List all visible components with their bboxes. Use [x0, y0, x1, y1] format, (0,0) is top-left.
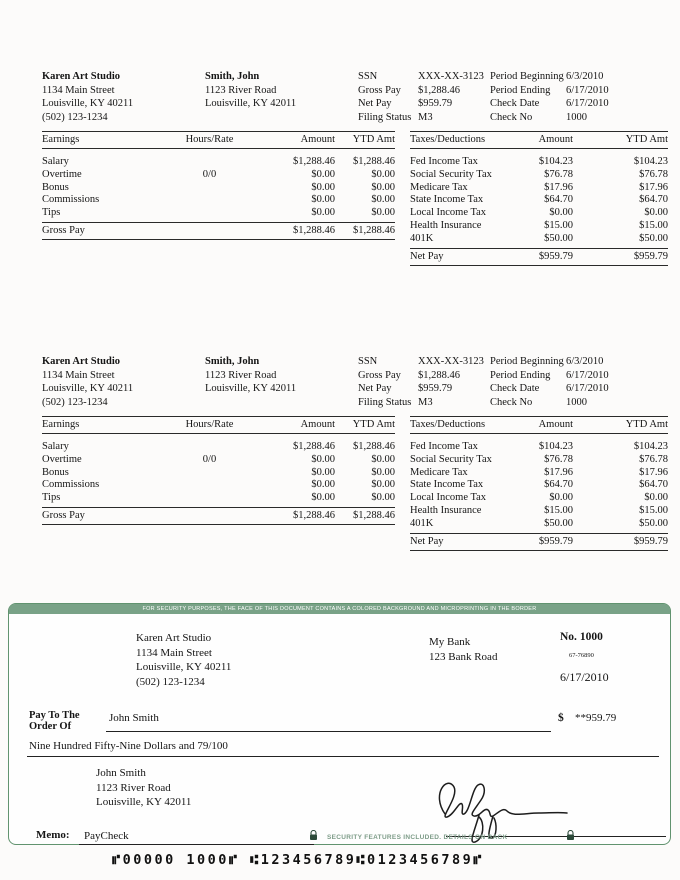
table-row: Fed Income Tax $104.23 $104.23 [410, 156, 668, 167]
gross-pay-value: $1,288.46 [418, 369, 460, 381]
employee-name: Smith, John [205, 71, 260, 82]
check-no-label: Check No [490, 396, 533, 408]
micr-line: ⑈00000 1000⑈ ⑆123456789⑆0123456789⑈ [112, 852, 484, 868]
earnings-header: Earnings [42, 419, 80, 430]
table-row: Bonus $0.00 $0.00 [42, 466, 395, 478]
amount-words: Nine Hundred Fifty-Nine Dollars and 79/100 [29, 740, 228, 752]
ssn-label: SSN [358, 71, 378, 82]
net-pay-label: Net Pay [358, 383, 392, 394]
filing-status-value: M3 [418, 396, 433, 408]
employee-address1: 1123 River Road [205, 84, 277, 96]
stub-header [42, 70, 628, 124]
ytd-header: YTD Amt [352, 134, 395, 145]
earnings-header-row [42, 416, 395, 434]
period-ending-value: 6/17/2010 [566, 369, 609, 381]
amount-header: Amount [300, 134, 335, 145]
stub-tables [42, 131, 668, 266]
earnings-table [42, 131, 395, 266]
table-row: Social Security Tax $76.78 $76.78 [410, 168, 668, 180]
check-date-label: Check Date [490, 98, 540, 109]
employee-block [205, 70, 358, 124]
check-date-value: 6/17/2010 [566, 98, 609, 109]
filing-status-value: M3 [418, 111, 433, 123]
table-row: Health Insurance $15.00 $15.00 [410, 504, 668, 516]
stub-tables [42, 416, 668, 551]
gross-pay-row: Gross Pay $1,288.46 $1,288.46 [42, 222, 395, 240]
net-pay-row: Net Pay $959.79 $959.79 [410, 533, 668, 551]
memo-label: Memo: [36, 829, 70, 841]
taxes-header-row [410, 131, 668, 149]
table-row: Social Security Tax $76.78 $76.78 [410, 453, 668, 465]
taxes-header: Taxes/Deductions [410, 419, 486, 430]
company-name: Karen Art Studio [42, 71, 120, 82]
security-banner: FOR SECURITY PURPOSES, THE FACE OF THIS DOCUMENT CONTAINS A COLORED BACKGROUND AND MICROPRINTING IN THE BORDER [9, 604, 670, 614]
table-row: Tips $0.00 $0.00 [42, 207, 395, 219]
payee-underline [106, 731, 551, 732]
check-no-value: 1000 [566, 396, 587, 408]
taxes-header-row [410, 416, 668, 434]
ytd-header: YTD Amt [352, 419, 395, 430]
payer-name: Karen Art Studio [136, 632, 212, 644]
table-row: 401K $50.00 $50.00 [410, 517, 668, 529]
memo-value: PayCheck [84, 830, 129, 842]
company-phone: (502) 123-1234 [42, 111, 108, 123]
payer-address1: 1134 Main Street [136, 646, 212, 659]
filing-status-label: Filing Status [358, 111, 412, 123]
table-row: Commissions $0.00 $0.00 [42, 479, 395, 491]
ssn-value: XXX-XX-3123 [418, 356, 484, 367]
check-date-label: Check Date [490, 383, 540, 394]
company-address1: 1134 Main Street [42, 369, 115, 381]
check [8, 603, 671, 845]
table-row: Overtime 0/0 $0.00 $0.00 [42, 453, 395, 465]
payer-address2: Louisville, KY 40211 [136, 661, 232, 673]
check-no-value: 1000 [566, 111, 587, 123]
table-row: Commissions $0.00 $0.00 [42, 194, 395, 206]
memo-underline [79, 844, 314, 845]
taxes-table [410, 131, 668, 266]
table-row: Medicare Tax $17.96 $17.96 [410, 466, 668, 478]
stub-info [358, 70, 628, 124]
hours-rate-header: Hours/Rate [185, 134, 234, 145]
payee-address-block [96, 766, 191, 810]
pay-stub-1 [0, 66, 680, 281]
gross-pay-value: $1,288.46 [418, 84, 460, 96]
stub-info [358, 355, 628, 409]
period-ending-label: Period Ending [490, 84, 551, 96]
period-beginning-value: 6/3/2010 [566, 71, 604, 82]
check-payer-block [136, 631, 231, 689]
employee-address1: 1123 River Road [205, 369, 277, 381]
period-ending-label: Period Ending [490, 369, 551, 381]
check-number: No. 1000 [560, 631, 603, 643]
amount-header: Amount [538, 419, 573, 430]
net-pay-row: Net Pay $959.79 $959.79 [410, 248, 668, 266]
table-row: Health Insurance $15.00 $15.00 [410, 219, 668, 231]
period-beginning-value: 6/3/2010 [566, 356, 604, 367]
earnings-header-row [42, 131, 395, 149]
amount-header: Amount [300, 419, 335, 430]
taxes-header: Taxes/Deductions [410, 134, 486, 145]
table-row: Salary $1,288.46 $1,288.46 [42, 441, 395, 452]
table-row: State Income Tax $64.70 $64.70 [410, 194, 668, 206]
lock-icon [309, 830, 318, 841]
gross-pay-label: Gross Pay [358, 84, 401, 96]
pay-stub-2 [0, 351, 680, 566]
ytd-header: YTD Amt [625, 419, 668, 430]
filing-status-label: Filing Status [358, 396, 412, 408]
earnings-header: Earnings [42, 134, 80, 145]
company-address2: Louisville, KY 40211 [42, 383, 134, 394]
check-no-label: Check No [490, 111, 533, 123]
net-pay-value: $959.79 [418, 383, 453, 394]
payee-address1: 1123 River Road [96, 781, 171, 794]
lock-icon [566, 830, 575, 841]
payer-phone: (502) 123-1234 [136, 675, 205, 688]
ssn-label: SSN [358, 356, 378, 367]
amount-numeric: **959.79 [575, 712, 617, 724]
security-note: SECURITY FEATURES INCLUDED. DETAILS ON BACK [327, 834, 508, 841]
check-date: 6/17/2010 [560, 670, 609, 684]
amount-words-underline [27, 756, 659, 757]
table-row: Local Income Tax $0.00 $0.00 [410, 207, 668, 219]
table-row: Medicare Tax $17.96 $17.96 [410, 181, 668, 193]
bank-name: My Bank [429, 636, 471, 648]
company-block [42, 355, 205, 409]
employee-address2: Louisville, KY 42011 [205, 98, 297, 109]
table-row: Overtime 0/0 $0.00 $0.00 [42, 168, 395, 180]
ytd-header: YTD Amt [625, 134, 668, 145]
company-phone: (502) 123-1234 [42, 396, 108, 408]
table-row: Salary $1,288.46 $1,288.46 [42, 156, 395, 167]
employee-address2: Louisville, KY 42011 [205, 383, 297, 394]
period-ending-value: 6/17/2010 [566, 84, 609, 96]
hours-rate-header: Hours/Rate [185, 419, 234, 430]
period-beginning-label: Period Beginning [490, 71, 564, 82]
employee-name: Smith, John [205, 356, 260, 367]
company-name: Karen Art Studio [42, 356, 120, 367]
company-address2: Louisville, KY 40211 [42, 98, 134, 109]
table-row: Bonus $0.00 $0.00 [42, 181, 395, 193]
payee-address-name: John Smith [96, 767, 146, 779]
gross-pay-row: Gross Pay $1,288.46 $1,288.46 [42, 507, 395, 525]
taxes-table [410, 416, 668, 551]
check-date-value: 6/17/2010 [566, 383, 609, 394]
bank-block [429, 635, 497, 664]
payee-name: John Smith [109, 712, 159, 724]
table-row: Local Income Tax $0.00 $0.00 [410, 492, 668, 504]
pay-to-label: Pay To The Order Of [29, 710, 80, 732]
amount-header: Amount [538, 134, 573, 145]
period-beginning-label: Period Beginning [490, 356, 564, 367]
table-row: 401K $50.00 $50.00 [410, 232, 668, 244]
amount-dollar-sign: $ [558, 712, 564, 724]
table-row: Fed Income Tax $104.23 $104.23 [410, 441, 668, 452]
net-pay-label: Net Pay [358, 98, 392, 109]
ssn-value: XXX-XX-3123 [418, 71, 484, 82]
gross-pay-label: Gross Pay [358, 369, 401, 381]
earnings-table [42, 416, 395, 551]
table-row: Tips $0.00 $0.00 [42, 492, 395, 504]
company-block [42, 70, 205, 124]
net-pay-value: $959.79 [418, 98, 453, 109]
company-address1: 1134 Main Street [42, 84, 115, 96]
employee-block [205, 355, 358, 409]
payee-address2: Louisville, KY 42011 [96, 796, 192, 808]
bank-fraction: 67-76890 [569, 652, 594, 659]
stub-header [42, 355, 628, 409]
table-row: State Income Tax $64.70 $64.70 [410, 479, 668, 491]
bank-address: 123 Bank Road [429, 650, 498, 663]
